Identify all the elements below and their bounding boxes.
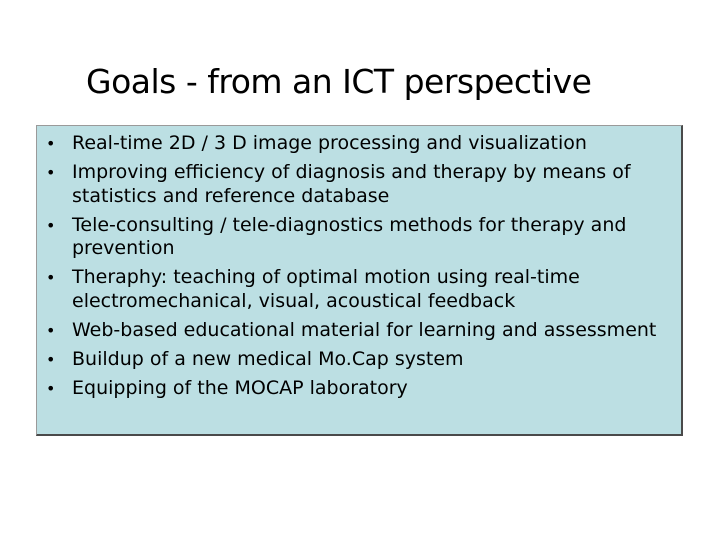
goal-item-mocap-laboratory [37,377,681,401]
goal-item-tele-consulting [37,214,681,261]
goal-text: Improving efficiency of diagnosis and therapy by means of statistics and reference database [72,161,631,207]
content-box [36,125,683,436]
goal-text: Theraphy: teaching of optimal motion using real-time electromechanical, visual, acoustical feedback [72,266,580,312]
bullet-icon: • [46,134,56,153]
slide-title: Goals - from an ICT perspective [86,62,592,101]
goal-text: Buildup of a new medical Mo.Cap system [72,347,464,370]
bullet-icon: • [46,268,56,287]
goal-item-realtime-imaging [37,132,681,156]
goal-item-educational-material [37,319,681,343]
bullet-icon: • [46,349,56,369]
bullet-icon: • [46,215,56,235]
goal-text: Tele-consulting / tele-diagnostics methods for therapy and prevention [72,213,627,259]
goals-list [37,132,681,406]
goal-text: Real-time 2D / 3 D image processing and visualization [72,132,587,154]
goal-item-motion-therapy [37,266,681,313]
goal-item-diagnosis-efficiency [37,161,681,208]
goal-text: Equipping of the MOCAP laboratory [72,376,408,399]
bullet-icon: • [46,320,56,340]
bullet-icon: • [46,163,56,182]
bullet-icon: • [46,378,56,398]
goal-text: Web-based educational material for learning and assessment [72,318,657,341]
goal-item-mocap-system [37,348,681,372]
